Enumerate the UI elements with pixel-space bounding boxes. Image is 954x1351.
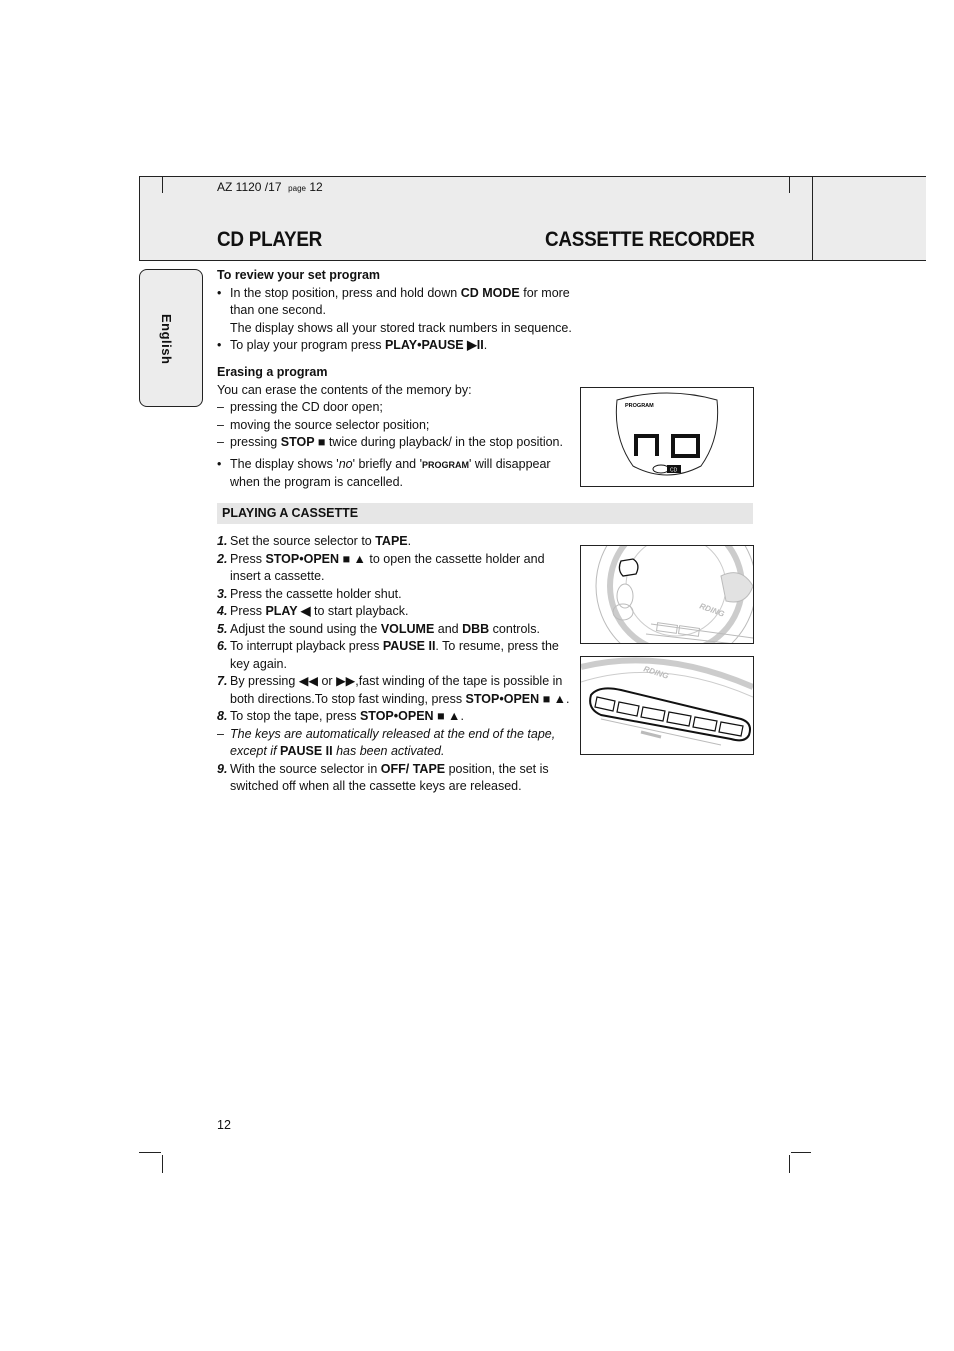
lcd-display-illustration xyxy=(581,388,753,486)
arc-text: RDING xyxy=(698,601,726,619)
erase-heading: Erasing a program xyxy=(217,365,328,379)
list-item: 7. By pressing ◀◀ or ▶▶,fast winding of the tape is possible in both directions.To stop fast winding, press STOP•OPEN ■ ▲. xyxy=(217,674,570,706)
list-item: 8. To stop the tape, press STOP•OPEN ■ ▲. xyxy=(217,709,464,723)
language-tab-label: English xyxy=(159,314,174,365)
review-program-section xyxy=(217,267,577,355)
cassette-steps xyxy=(217,533,573,796)
page-number: 12 xyxy=(217,1118,231,1132)
display-figure xyxy=(580,387,754,487)
erase-program-section xyxy=(217,364,572,492)
list-item: 2. Press STOP•OPEN ■ ▲ to open the cassette holder and insert a cassette. xyxy=(217,551,545,583)
list-item: 5. Adjust the sound using the VOLUME and DBB controls. xyxy=(217,621,540,636)
title-cd-player: CD PLAYER xyxy=(217,228,323,251)
model-number: AZ 1120 /17 xyxy=(217,180,282,194)
list-item: – pressing the CD door open; xyxy=(217,399,572,417)
list-item: 9. With the source selector in OFF/ TAPE position, the set is switched off when all the cassette keys are released. xyxy=(217,761,549,793)
arc-text: RDING xyxy=(642,664,670,681)
list-item: • The display shows 'no' briefly and 'PROGRAM' will disappear when the program is cancelled. xyxy=(217,456,572,492)
list-item: 6. To interrupt playback press PAUSE II. To resume, press the key again. xyxy=(217,639,559,671)
program-label: PROGRAM xyxy=(625,403,654,409)
crop-mark xyxy=(139,1152,161,1153)
cassette-holder-figure xyxy=(580,545,754,644)
crop-mark xyxy=(789,1155,790,1173)
page-ref-number: 12 xyxy=(309,180,323,194)
header-divider xyxy=(812,176,813,260)
list-item: – The keys are automatically released at the end of the tape, except if PAUSE II has been activated. xyxy=(217,726,556,758)
list-item: • To play your program press PLAY•PAUSE ▶II. xyxy=(217,337,577,355)
cassette-holder-illustration xyxy=(581,546,753,643)
review-heading: To review your set program xyxy=(217,268,381,282)
list-item: 3. Press the cassette holder shut. xyxy=(217,586,402,601)
cd-label: CD xyxy=(670,467,678,474)
title-cassette-recorder: CASSETTE RECORDER xyxy=(545,228,755,251)
list-item: 4. Press PLAY ◀ to start playback. xyxy=(217,604,409,618)
list-item: • In the stop position, press and hold down CD MODE for more than one second. The display shows all your stored track numbers in sequence. xyxy=(217,285,577,338)
section-title: PLAYING A CASSETTE xyxy=(222,506,359,520)
crop-mark xyxy=(162,1155,163,1173)
cassette-keys-illustration xyxy=(581,657,753,754)
erase-intro: You can erase the contents of the memory by: xyxy=(217,382,472,397)
crop-mark xyxy=(789,176,790,193)
list-item: – pressing STOP ■ twice during playback/ in the stop position. xyxy=(217,434,572,452)
page-reference xyxy=(217,180,323,194)
list-item: 1. Set the source selector to TAPE. xyxy=(217,534,412,548)
crop-mark xyxy=(791,1152,811,1153)
page-label: page xyxy=(288,184,306,193)
crop-mark xyxy=(162,176,163,193)
list-item: – moving the source selector position; xyxy=(217,417,572,435)
cassette-keys-figure xyxy=(580,656,754,755)
section-band xyxy=(217,503,753,524)
language-tab xyxy=(139,269,203,407)
